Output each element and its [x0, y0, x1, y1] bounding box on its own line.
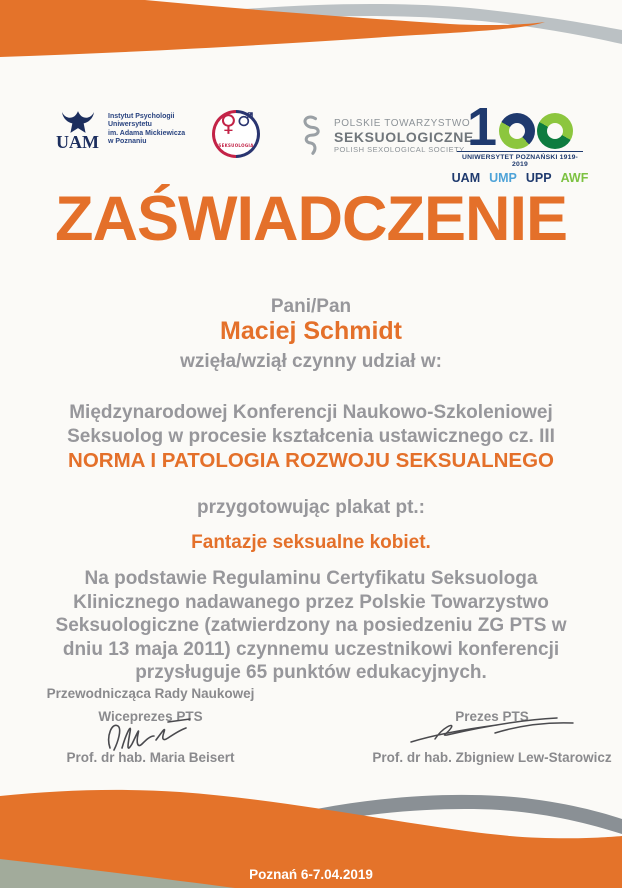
top-decorative-waves [0, 0, 622, 60]
uam-institute-text [108, 113, 185, 147]
salutation: Pani/Pan [270, 296, 352, 317]
centennial-zero-icon [537, 113, 573, 149]
right-signatory-name: Prof. dr hab. Zbigniew Lew-Starowicz [372, 750, 612, 765]
pts-text [334, 118, 474, 154]
logo-row [0, 97, 622, 185]
certificate-title: ZAŚWIADCZENIE [55, 184, 567, 254]
right-role: Prezes PTS [455, 709, 529, 724]
uam-logo [56, 109, 185, 150]
event-line2: Seksuolog w procesie kształcenia ustawicznego cz. III [67, 426, 555, 447]
seksuologia-badge-label: SEKSUOLOGIA [218, 143, 254, 148]
centennial-zero-icon [499, 113, 535, 149]
centennial-digit-one: 1 [466, 97, 498, 157]
seksuologia-badge [212, 110, 260, 158]
left-role-line1: Przewodnicząca Rady Naukowej [46, 686, 255, 701]
uam-crest [56, 109, 99, 150]
male-symbol-icon: ♂ [236, 109, 254, 131]
event-block [0, 401, 622, 473]
participation-text: wzięła/wziął czynny udział w: [180, 351, 442, 372]
centennial-acronym-ump: UMP [489, 170, 517, 185]
uam-text-line: w Poznaniu [108, 138, 147, 145]
centennial-acronym-uam: UAM [451, 170, 481, 185]
poster-title: Fantazje seksualne kobiet. [191, 532, 431, 553]
signature-block-right [372, 686, 612, 770]
uam-text-line: Instytut Psychologii [108, 112, 175, 120]
signature-zbigniew-lew-starowicz-icon [407, 714, 577, 748]
uam-eagle-icon [61, 109, 95, 134]
event-title: NORMA I PATOLOGIA ROZWOJU SEKSUALNEGO [68, 449, 554, 472]
left-role-line2: Wiceprezes PTS [98, 709, 203, 724]
uam-text-line: Uniwersytetu [108, 121, 152, 128]
centennial-100 [457, 97, 583, 157]
credits-paragraph: Na podstawie Regulaminu Certyfikatu Seksuologa Klinicznego nadawanego przez Polskie Towarzystwo Seksuologiczne (zatwierdzony na posiedzeniu ZG PTS w dniu 13 maja 2011) czynnemu uczestnikowi konferencji przysługuje 65 punktów edukacyjnych. [55, 568, 567, 683]
centennial-caption: UNIWERSYTET POZNAŃSKI 1919-2019 [457, 151, 583, 168]
pts-line2: SEKSUOLOGICZNE [334, 129, 474, 145]
poster-intro: przygotowując plakat pt.: [196, 497, 426, 518]
uam-text-line: im. Adama Mickiewicza [108, 129, 186, 137]
centennial-acronym-awf: AWF [560, 170, 589, 185]
pts-line1: POLSKIE TOWARZYSTWO [334, 118, 471, 129]
event-line1: Międzynarodowej Konferencji Naukowo-Szkoleniowej [69, 402, 553, 423]
uam-acronym: UAM [56, 132, 99, 152]
signature-block-left [28, 686, 273, 770]
footer-date: Poznań 6-7.04.2019 [249, 867, 373, 882]
centennial-acronym-upp: UPP [525, 170, 552, 185]
centennial-logo [451, 97, 589, 185]
pts-logo [299, 112, 474, 160]
serpent-icon [299, 112, 325, 160]
recipient-name: Maciej Schmidt [220, 317, 402, 345]
pts-line3: POLISH SEXOLOGICAL SOCIETY [334, 145, 465, 154]
left-signatory-name: Prof. dr hab. Maria Beisert [66, 750, 235, 765]
female-symbol-icon: ♀ [220, 111, 237, 137]
